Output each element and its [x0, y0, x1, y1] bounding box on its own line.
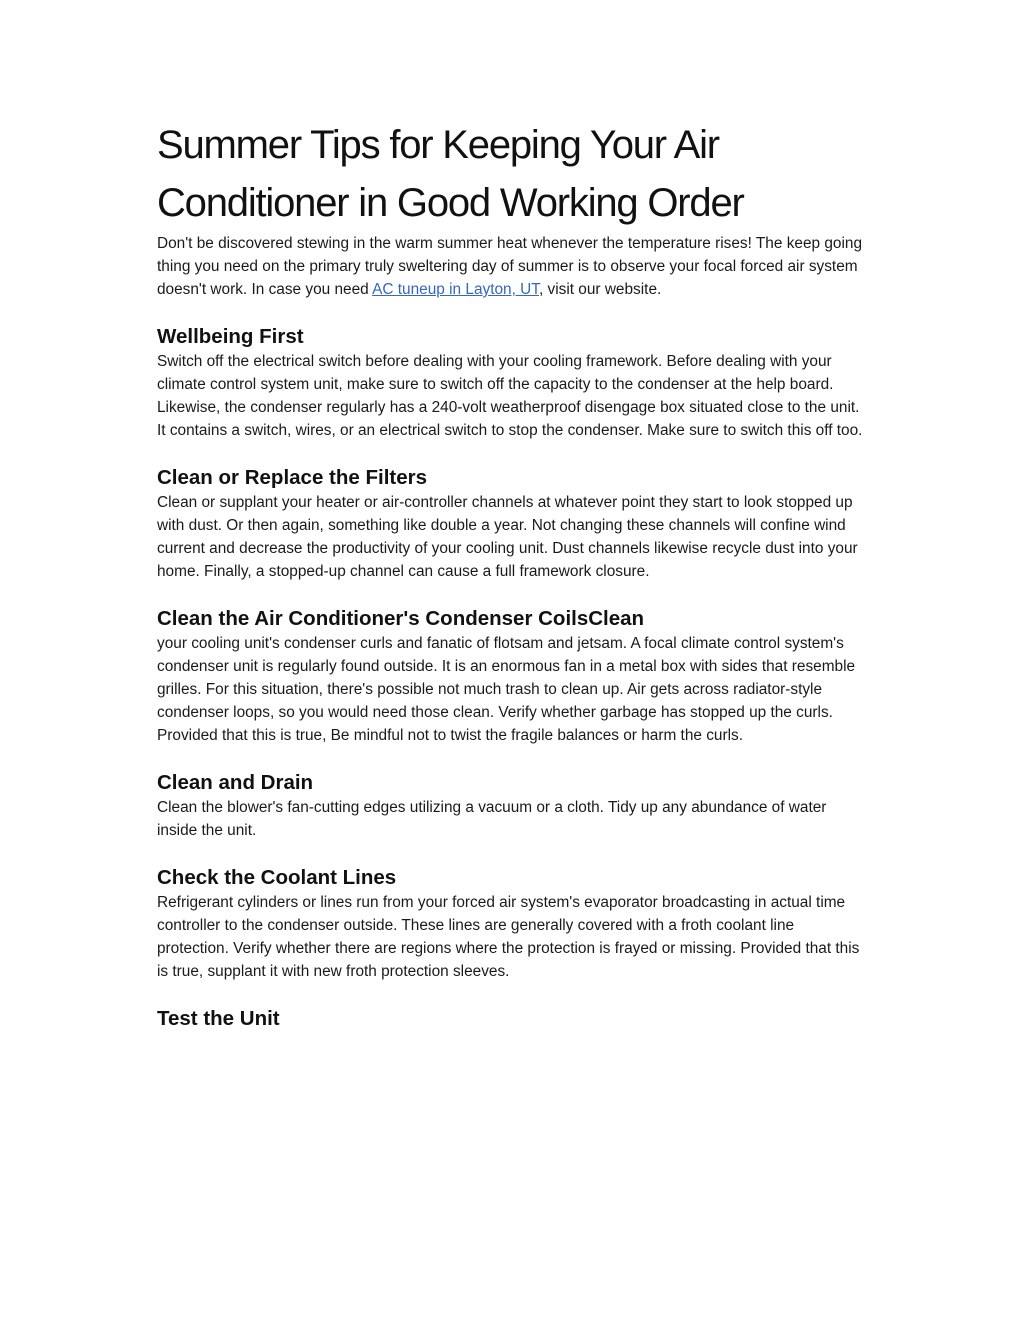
- intro-text-after: , visit our website.: [538, 281, 662, 298]
- page-title: Summer Tips for Keeping Your Air Conditioner in Good Working Order: [157, 123, 744, 225]
- section-clean-replace-filters: [157, 465, 869, 583]
- section-condenser-coils: [157, 606, 869, 747]
- section-heading: Clean or Replace the Filters: [157, 466, 428, 489]
- section-clean-drain: [157, 770, 869, 842]
- section-body: Clean or supplant your heater or air-controller channels at whatever point they start to look stopped up with dust. Or then again, something like double a year. Not changing these channels will confine wind current and decrease the productivity of your cooling unit. Dust channels likewise recycle dust into your home. Finally, a stopped-up channel can cause a full framework closure.: [157, 494, 858, 580]
- section-test-unit: [157, 1006, 869, 1032]
- section-heading: Clean the Air Conditioner's Condenser CoilsClean: [157, 607, 645, 630]
- section-heading: Clean and Drain: [157, 771, 314, 794]
- intro-text-before: Don't be discovered stewing in the warm summer heat whenever the temperature rises! The keep going thing you need on the primary truly sweltering day of summer is to observe your focal forced air system doesn't work. In case you need: [157, 235, 863, 298]
- ac-tuneup-link[interactable]: AC tuneup in Layton, UT: [372, 281, 539, 298]
- section-heading: Wellbeing First: [157, 325, 304, 348]
- document-page: [157, 116, 869, 1032]
- section-wellbeing-first: [157, 324, 869, 442]
- section-body: Refrigerant cylinders or lines run from your forced air system's evaporator broadcasting in actual time controller to the condenser outside. These lines are generally covered with a froth coolant line protection. Verify whether there are regions where the protection is frayed or missing. Provided that this is true, supplant it with new froth protection sleeves.: [157, 894, 860, 980]
- section-heading: Check the Coolant Lines: [157, 866, 397, 889]
- section-body: Clean the blower's fan-cutting edges utilizing a vacuum or a cloth. Tidy up any abundance of water inside the unit.: [157, 799, 827, 839]
- intro-paragraph: [157, 232, 869, 301]
- section-body: Switch off the electrical switch before dealing with your cooling framework. Before dealing with your climate control system unit, make sure to switch off the capacity to the condenser at the help board. Likewise, the condenser regularly has a 240-volt weatherproof disengage box situated close to the unit. It contains a switch, wires, or an electrical switch to stop the condenser. Make sure to switch this off too.: [157, 353, 863, 439]
- section-body: your cooling unit's condenser curls and fanatic of flotsam and jetsam. A focal climate control system's condenser unit is regularly found outside. It is an enormous fan in a metal box with sides that resemble grilles. For this situation, there's possible not much trash to clean up. Air gets across radiator-style condenser loops, so you would need those clean. Verify whether garbage has stopped up the curls. Provided that this is true, Be mindful not to twist the fragile balances or harm the curls.: [157, 635, 856, 744]
- section-heading: Test the Unit: [157, 1007, 280, 1030]
- section-coolant-lines: [157, 865, 869, 983]
